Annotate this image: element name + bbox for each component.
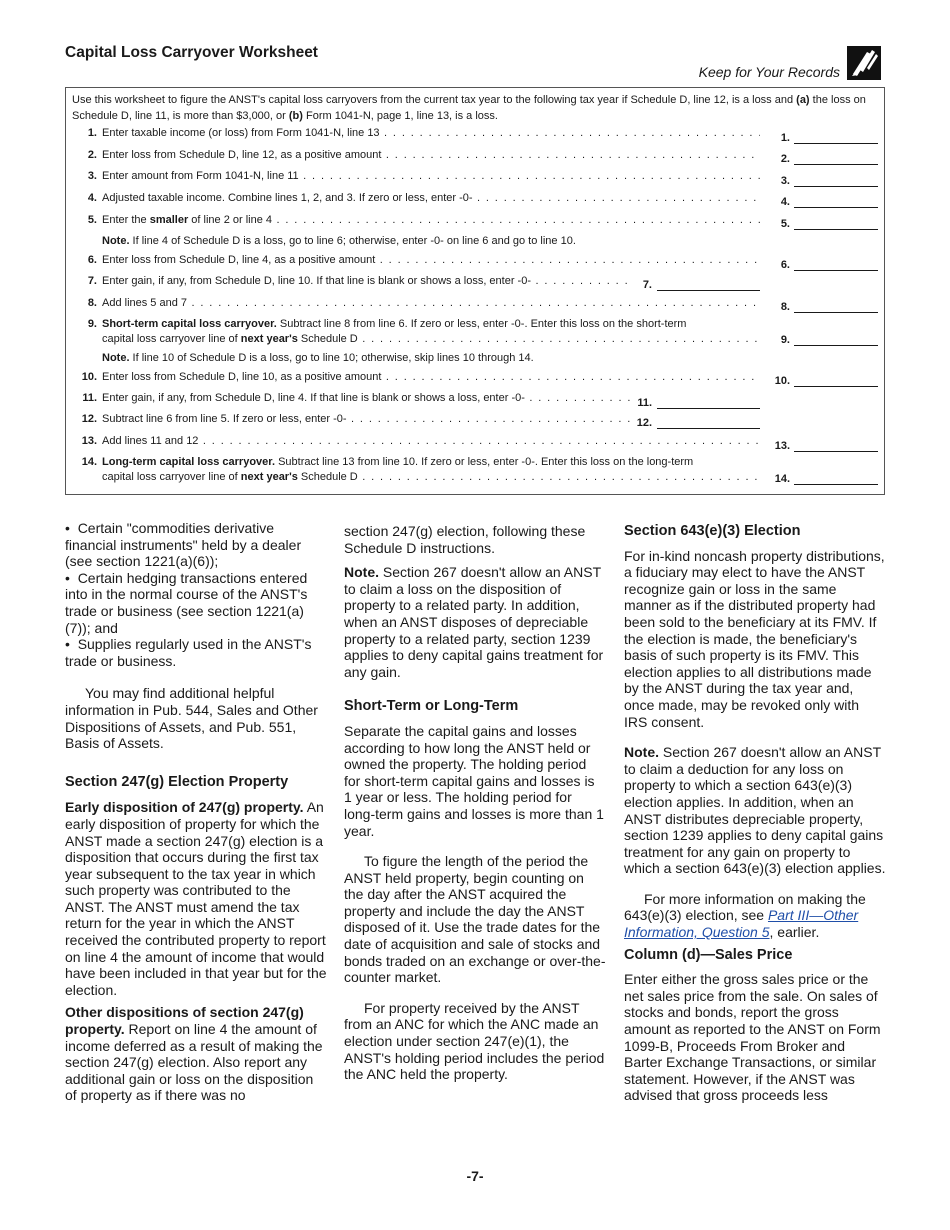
text-column-2 — [344, 523, 606, 1083]
worksheet-line-14: 14. Long-term capital loss carryover. Subtract line 13 from line 10. If zero or less, enter -0-. Enter this loss on the long-term capital loss carryover line of next year's Schedule D . . . — [72, 455, 760, 485]
worksheet-line-7: 7. Enter gain, if any, from Schedule D, line 10. If that line is blank or shows a loss, enter -0- . . . — [72, 274, 632, 289]
paragraph: For property received by the ANST from an ANC for which the ANC made an election under section 247(e)(1), the ANST's holding period includes the period the ANC held the property. — [344, 999, 605, 1083]
worksheet-line-5: 5. Enter the smaller of line 2 or line 4 . . . — [72, 213, 760, 228]
worksheet-title: Capital Loss Carryover Worksheet — [65, 44, 318, 61]
paragraph: Other dispositions of section 247(g) property. Report on line 4 the amount of income deferred as a result of making the section 247(g) election. Also report any additional gain or loss on the disposition of property as if there was no — [65, 1004, 323, 1104]
entry-field-line-6[interactable]: 6. — [770, 255, 878, 271]
worksheet-line-3: 3. Enter amount from Form 1041-N, line 11 . . . — [72, 169, 760, 184]
paragraph: Early disposition of 247(g) property. An early disposition of property for which the ANST made a section 247(g) election is a disposition that occurs during the first tax year subsequent to the tax year in which such property was contributed to the ANST. The ANST must amend the tax return for the year in which the ANST received the contributed property to report on line 4 the amount of income that would have been included in that year but for the election. — [65, 799, 327, 998]
text-column-1 — [65, 520, 327, 1104]
paragraph: For more information on making the 643(e)(3) election, see Part III—Other Information, Question 5, earlier. — [624, 890, 866, 941]
worksheet-line-10: 10. Enter loss from Schedule D, line 10, as a positive amount . . . — [72, 370, 760, 385]
worksheet-line-9: 9. Short-term capital loss carryover. Subtract line 8 from line 6. If zero or less, enter -0-. Enter this loss on the short-term capital loss carryover line of next year's Schedule D . . . — [72, 317, 760, 347]
worksheet-intro: Use this worksheet to figure the ANST's capital loss carryovers from the current tax year to the following tax year if Schedule D, line 12, is a loss and (a) the loss on Schedule D, line 11, is more than $3,000, or (b) Form 1041-N, page 1, line 13, is a loss. — [72, 94, 866, 122]
bullet-item: • Certain hedging transactions entered into in the normal course of the ANST's trade or business (see section 1221(a)(7)); and — [65, 569, 308, 636]
bullet-item: • Certain "commodities derivative financial instruments" held by a dealer (see section 1221(a)(6)); — [65, 520, 302, 570]
entry-field-line-5[interactable]: 5. — [770, 214, 878, 230]
entry-field-line-12[interactable]: 12. — [632, 413, 760, 429]
worksheet-note-1: Note. If line 4 of Schedule D is a loss, go to line 6; otherwise, enter -0- on line 6 and go to line 10. — [102, 235, 576, 247]
entry-field-line-8[interactable]: 8. — [770, 297, 878, 313]
entry-field-line-3[interactable]: 3. — [770, 171, 878, 187]
worksheet-line-12: 12. Subtract line 6 from line 5. If zero or less, enter -0- . . . — [72, 412, 632, 427]
paragraph: Note. Section 267 doesn't allow an ANST to claim a deduction for any loss on property to which a section 643(e)(3) election applies. In addition, when an ANST distributes depreciable property, section 1239 applies to deny capital gains treatment for any gain on property to which a section 643(e)(3) election applies. — [624, 744, 886, 877]
entry-field-line-13[interactable]: 13. — [770, 436, 878, 452]
part-iii-question-5-link[interactable]: Part III—Other Information, Question 5 — [624, 907, 859, 941]
bullet-item: • Supplies regularly used in the ANST's trade or business. — [65, 636, 312, 669]
worksheet-line-13: 13. Add lines 11 and 12 . . . — [72, 434, 760, 449]
entry-field-line-4[interactable]: 4. — [770, 192, 878, 208]
entry-field-line-11[interactable]: 11. — [632, 393, 760, 409]
records-pen-icon — [847, 46, 881, 80]
paragraph: section 247(g) election, following these Schedule D instructions. — [344, 523, 586, 556]
section-heading: Section 247(g) Election Property — [65, 773, 289, 790]
section-heading: Section 643(e)(3) Election — [624, 523, 801, 539]
worksheet-line-2: 2. Enter loss from Schedule D, line 12, as a positive amount . . . — [72, 148, 760, 163]
worksheet-line-4: 4. Adjusted taxable income. Combine lines 1, 2, and 3. If zero or less, enter -0- . . . — [72, 191, 760, 206]
paragraph: Note. Section 267 doesn't allow an ANST to claim a loss on the disposition of property to a related party. In addition, when an ANST disposes of depreciable property to a related party, section 1239 applies to deny capital gains treatment for any gain. — [344, 564, 604, 680]
entry-field-line-14[interactable]: 14. — [770, 469, 878, 485]
entry-field-line-2[interactable]: 2. — [770, 149, 878, 165]
worksheet-line-1: 1. Enter taxable income (or loss) from Form 1041-N, line 13 . . . — [72, 126, 760, 141]
paragraph: For in-kind noncash property distributions, a fiduciary may elect to have the ANST recognize gain or loss in the same manner as if the distributed property had been sold to the beneficiary at its FMV. If the election is made, the beneficiary's basis of such property is its FMV. This election applies to all distributions made by the ANST during the tax year and, once made, may be revoked only with IRS consent. — [624, 547, 885, 730]
paragraph: Enter either the gross sales price or the net sales price from the sale. On sales of stocks and bonds, report the gross amount as reported to the ANST on Form 1099-B, Proceeds From Broker and Barter Exchange Transactions, or similar statement. However, if the ANST was advised that gross proceeds less — [624, 971, 881, 1104]
worksheet-line-11: 11. Enter gain, if any, from Schedule D, line 4. If that line is blank or shows a loss, enter -0- . . . — [72, 391, 632, 406]
page-number: -7- — [466, 1168, 484, 1184]
worksheet-note-2: Note. If line 10 of Schedule D is a loss, go to line 10; otherwise, skip lines 10 through 14. — [102, 352, 534, 364]
worksheet-line-8: 8. Add lines 5 and 7 . . . — [72, 296, 760, 311]
entry-field-line-7[interactable]: 7. — [632, 275, 760, 291]
paragraph: To figure the length of the period the ANST held property, begin counting on the day after the ANST acquired the property and include the day the ANST disposed of it. Use the trade dates for the date of acquisition and sale of stocks and bonds traded on an exchange or over-the-counter market. — [344, 853, 606, 986]
paragraph: You may find additional helpful information in Pub. 544, Sales and Other Dispositions of Assets, and Pub. 551, Basis of Assets. — [65, 685, 318, 752]
entry-field-line-10[interactable]: 10. — [770, 371, 878, 387]
paragraph: Separate the capital gains and losses according to how long the ANST held or owned the property. The holding period for short-term capital gains and losses is 1 year or less. The holding period for long-term gains and losses is more than 1 year. — [344, 722, 604, 839]
keep-for-records-label: Keep for Your Records — [698, 64, 840, 80]
worksheet-line-6: 6. Enter loss from Schedule D, line 4, as a positive amount . . . — [72, 253, 760, 268]
section-heading: Column (d)—Sales Price — [624, 946, 793, 963]
text-column-3 — [624, 523, 886, 1104]
entry-field-line-9[interactable]: 9. — [770, 330, 878, 346]
entry-field-line-1[interactable]: 1. — [770, 128, 878, 144]
section-heading: Short-Term or Long-Term — [344, 698, 519, 715]
